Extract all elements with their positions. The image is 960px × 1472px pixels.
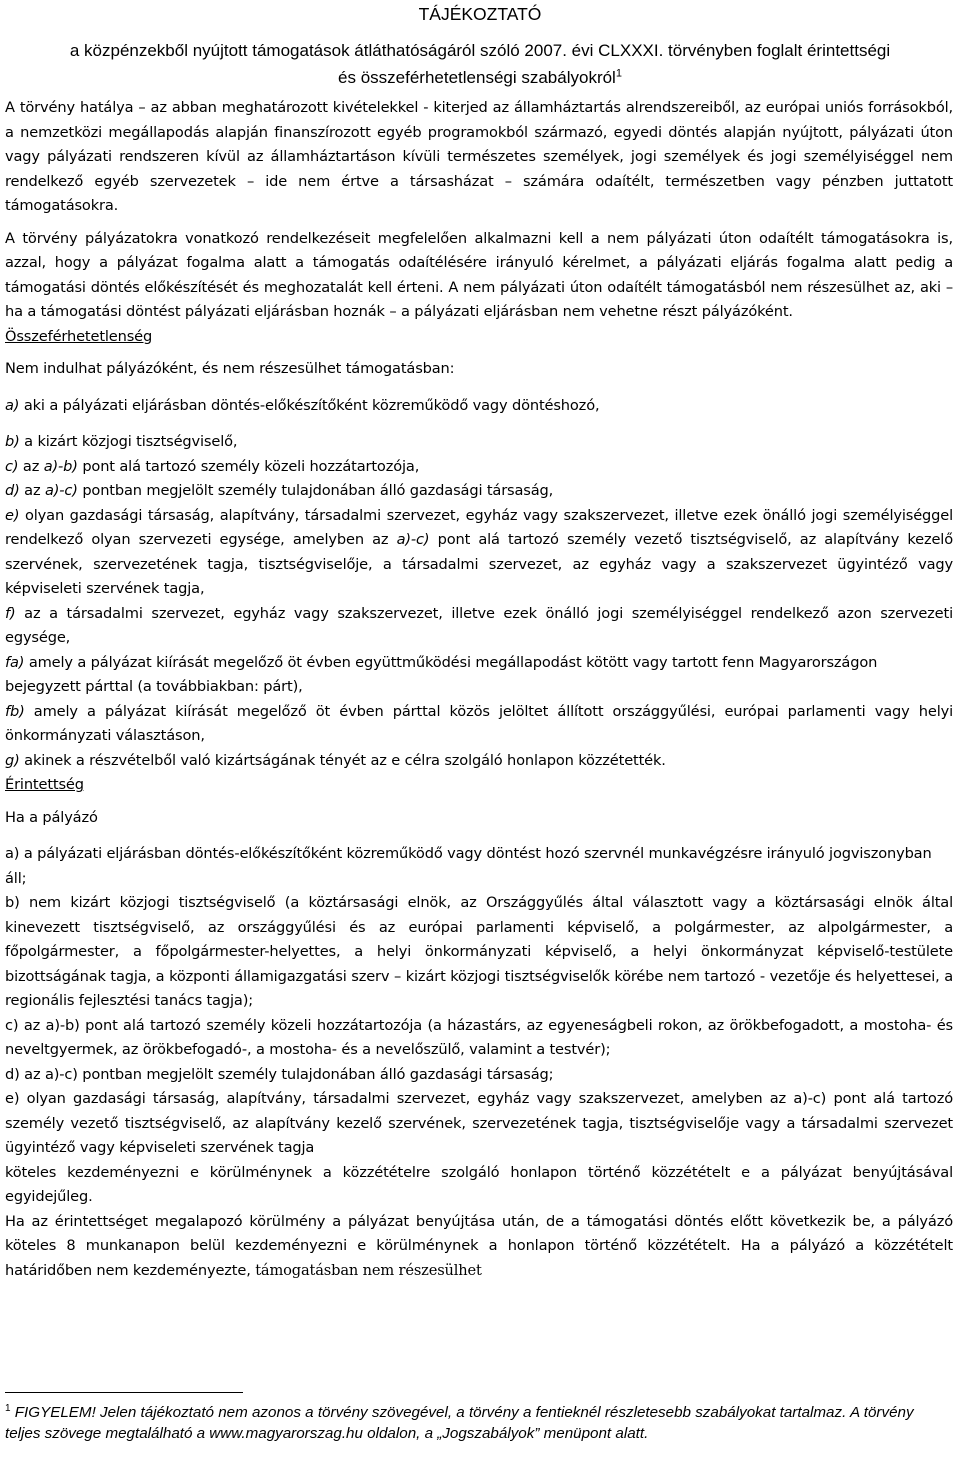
incompatibility-item-f [5,602,953,651]
incompatibility-item-fb [5,700,953,749]
incompatibility-item-g [5,749,953,774]
footnote [5,1402,945,1444]
item-ref: a)-c) [396,531,430,548]
item-text: a kizárt közjogi tisztségviselő, [19,433,238,450]
item-text: az [18,457,44,475]
subtitle-line-2-text: és összeférhetetlenségi szabályokról [338,68,616,87]
involvement-final [5,1210,953,1284]
item-text: amely a pályázat kiírását megelőző öt évben párttal közös jelöltet állított országgyűlési, európai parlamenti vagy helyi önkormányzati választáson, [5,702,953,744]
item-text-2: pont alá tartozó személy közeli hozzátartozója, [77,457,420,475]
item-text-2: pont alá tartozó személy vezető tisztségviselő, az alapítvány kezelő szervének, szervezetének tagja, tisztségviselője, a társadalmi szervezet, az egyház vagy a szakszervezet ügyintéző vagy képviseleti szervének tagja, [5,531,953,597]
item-letter: fa) [5,653,25,671]
item-text: az [19,482,45,499]
item-text: amely a pályázat kiírását megelőző öt évben együttműködési megállapodást kötött vagy tartott fenn Magyarországon bejegyzett párttal (a továbbiakban: párt), [5,653,878,695]
involvement-item-b: b) nem kizárt közjogi tisztségviselő (a köztársasági elnök, az Országgyűlés által választott vagy a köztársasági elnök által kinevezett tisztségviselő, az országgyűlési és az európai parlamenti képviselő, a polgármester, az alpolgármester, a főpolgármester, a főpolgármester-helyettes, a helyi önkormányzati képviselő, a helyi önkormányzat képviselő-testülete bizottságának tagja, a központi államigazgatási szerv – kizárt közjogi tisztségviselők körébe nem tartozó - vezetője és helyettesei, a regionális fejlesztési tanács tagja); [5,894,953,1009]
item-letter: e) [5,506,20,524]
footnote-divider [5,1392,243,1393]
incompatibility-item-e [5,504,953,602]
subtitle-line-1: a közpénzekből nyújtott támogatások átláthatóságáról szóló 2007. évi CLXXXI. törvényben foglalt érintettségi [69,41,891,60]
incompatibility-item-d [5,479,953,504]
item-letter: f) [5,604,16,622]
item-letter: g) [5,751,20,769]
document-title: TÁJÉKOZTATÓ [418,4,542,24]
involvement-lead: Ha a pályázó [5,808,98,826]
subtitle-line-2 [0,64,960,91]
involvement-item-d: d) az a)-c) pontban megjelölt személy tulajdonában álló gazdasági társaság; [5,1065,554,1083]
document-subtitle [0,37,960,91]
item-text: aki a pályázati eljárásban döntés-előkészítőként közreműködő vagy döntéshozó, [19,396,600,414]
item-text: az a társadalmi szervezet, egyház vagy szakszervezet, illetve ezek önálló jogi személyiséggel rendelkező azon szervezeti egysége, [5,604,953,646]
involvement-final-tail: támogatásban nem részesülhet [255,1261,482,1279]
footnote-text: FIGYELEM! Jelen tájékoztató nem azonos a törvény szövegével, a törvény a fentieknél részletesebb szabályokat tartalmaz. A törvény teljes szövege megtalálható a www.magyarorszag.hu oldalon, a „Jogszabályok” menüpont alatt. [5,1404,914,1442]
involvement-final-text: Ha az érintettséget megalapozó körülmény a pályázat benyújtása után, de a támogatási döntés előtt következik be, a pályázó köteles 8 munkanapon belül kezdeményezni e körülménynek a honlapon történő közzétételt. Ha a pályázó a közzétételt határidőben nem kezdeményezte, [5,1212,953,1279]
incompatibility-item-b [5,430,953,455]
involvement-item-c: c) az a)-b) pont alá tartozó személy közeli hozzátartozója (a házastárs, az egyeneságbeli rokon, az örökbefogadott, a mostoha- és neveltgyermek, az örökbefogadó-, a mostoha- és a nevelőszülő, valamint a testvér); [5,1016,953,1058]
incompatibility-item-fa [5,651,953,700]
item-letter: d) [5,482,20,499]
incompatibility-item-c [5,455,953,480]
item-letter: a) [5,396,20,414]
item-text-2: pontban megjelölt személy tulajdonában álló gazdasági társaság, [77,482,554,499]
item-text: akinek a részvételből való kizártságának tényét az e célra szolgáló honlapon közzétették. [19,751,666,769]
item-ref: a)-c) [44,482,78,499]
footnote-reference: 1 [615,67,622,80]
section-heading-involvement: Érintettség [5,776,84,793]
incompatibility-item-a [5,394,953,419]
item-text: olyan gazdasági társaság, alapítvány, társadalmi szervezet, egyház vagy szakszervezet, illetve ezek önálló jogi személyiséggel rendelkező olyan szervezeti egysége, amelyben az [5,506,953,548]
item-ref: a)-b) [43,457,78,475]
document-body [5,96,953,1283]
involvement-item-a: a) a pályázati eljárásban döntés-előkészítőként közreműködő vagy döntést hozó szervnél munkavégzésre irányuló jogviszonyban áll; [5,845,932,887]
involvement-obligation: köteles kezdeményezni e körülménynek a közzétételre szolgáló honlapon történő közzétételt e a pályázat benyújtásával egyidejűleg. [5,1163,953,1205]
incompatibility-lead: Nem indulhat pályázóként, és nem részesülhet támogatásban: [5,360,455,377]
intro-paragraph: A törvény hatálya – az abban meghatározott kivételekkel - kiterjed az államháztartás alrendszereiből, az európai uniós forrásokból, a nemzetközi megállapodás alapján finanszírozott egyéb programokból származó, egyedi döntés alapján nyújtott, pályázati úton vagy pályázati rendszeren kívül az államháztartáson kívüli természetes személyek, jogi személyek és jogi személyiséggel nem rendelkező egyéb szervezetek – ide nem értve a társasházat – számára odaítélt, természetben vagy pénzben juttatott támogatásokra. [5,99,953,214]
footnote-mark: 1 [5,1402,11,1414]
application-paragraph: A törvény pályázatokra vonatkozó rendelkezéseit megfelelően alkalmazni kell a nem pályázati úton odaítélt támogatásokra is, azzal, hogy a pályázat fogalma alatt a támogatás odaítélésére irányuló kérelmet, a pályázati eljárás fogalma alatt pedig a támogatási döntés előkészítését és meghozatalát kell érteni. A nem pályázati úton odaítélt támogatásból nem részesülhet az, aki – ha a támogatási döntést pályázati eljárásban hoznák – a pályázati eljárásban nem vehetne részt pályázóként. [5,229,953,320]
item-letter: b) [5,433,20,450]
involvement-item-e: e) olyan gazdasági társaság, alapítvány, társadalmi szervezet, egyház vagy szakszervezet, amelyben az a)-c) pont alá tartozó személy vezető tisztségviselő, az alapítvány kezelő szervének, szervezetének tagja, tisztségviselője vagy a társadalmi szervezet ügyintéző vagy képviseleti szervének tagja [5,1090,953,1156]
item-letter: c) [5,457,19,475]
section-heading-incompatibility: Összeférhetetlenség [5,327,153,345]
item-letter: fb) [5,702,25,720]
